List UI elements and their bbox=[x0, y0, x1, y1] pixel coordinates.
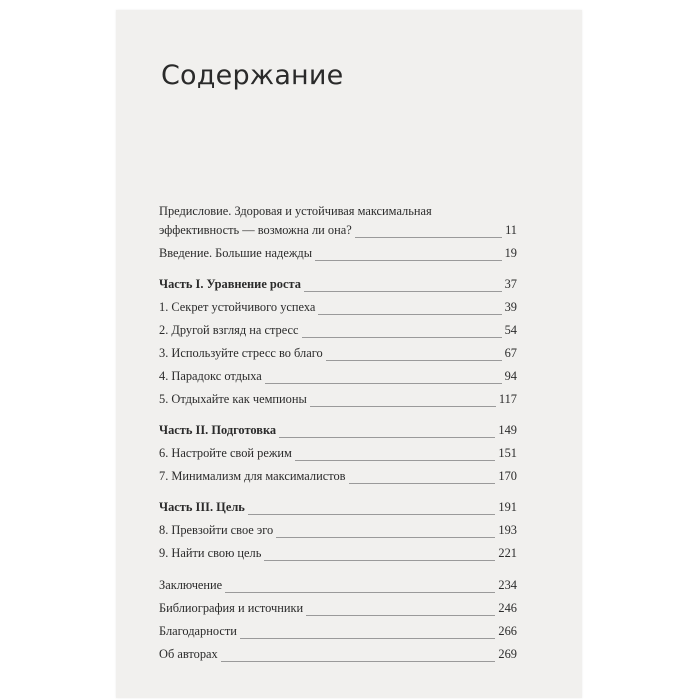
toc-entry-page: 246 bbox=[495, 600, 517, 616]
toc-entry-page: 266 bbox=[495, 623, 517, 639]
toc-entry-chapter-7 bbox=[159, 468, 517, 484]
toc-entry-label: 1. Секрет устойчивого успеха bbox=[159, 299, 318, 315]
toc-entry-page: 149 bbox=[495, 422, 517, 438]
toc-entry-chapter-9 bbox=[159, 545, 517, 561]
toc-entry-page: 221 bbox=[495, 545, 517, 561]
toc-entry-label: Библиография и источники bbox=[159, 600, 306, 616]
toc-entry-chapter-4 bbox=[159, 368, 517, 384]
toc-entry-bibliography bbox=[159, 600, 517, 616]
toc-entry-label: 5. Отдыхайте как чемпионы bbox=[159, 391, 310, 407]
toc-entry-acknowledgements bbox=[159, 623, 517, 639]
book-page bbox=[116, 10, 582, 698]
toc-entry-label: 9. Найти свою цель bbox=[159, 545, 264, 561]
toc-entry-label: 6. Настройте свой режим bbox=[159, 445, 295, 461]
toc-entry-page: 269 bbox=[495, 646, 517, 662]
toc-entry-label: эффективность — возможна ли она? bbox=[159, 222, 355, 238]
toc-entry-page: 19 bbox=[502, 245, 517, 261]
toc-entry-chapter-1 bbox=[159, 299, 517, 315]
toc-entry-preface bbox=[159, 222, 517, 238]
toc-entry-page: 11 bbox=[502, 222, 517, 238]
toc-entry-label: Заключение bbox=[159, 577, 225, 593]
toc-entry-part-1 bbox=[159, 276, 517, 292]
toc-entry-page: 234 bbox=[495, 577, 517, 593]
toc-entry-page: 54 bbox=[502, 322, 517, 338]
toc-entry-label: Благодарности bbox=[159, 623, 240, 639]
toc-entry-label: 8. Превзойти свое эго bbox=[159, 522, 276, 538]
toc-entry-chapter-8 bbox=[159, 522, 517, 538]
toc-entry-page: 37 bbox=[502, 276, 517, 292]
toc-entry-label: 4. Парадокс отдыха bbox=[159, 368, 265, 384]
toc-entry-label: 7. Минимализм для максималистов bbox=[159, 468, 349, 484]
toc-entry-introduction bbox=[159, 245, 517, 261]
toc-entry-chapter-5 bbox=[159, 391, 517, 407]
toc-preface-line1: Предисловие. Здоровая и устойчивая максимальная bbox=[159, 204, 432, 218]
toc-entry-page: 151 bbox=[495, 445, 517, 461]
toc-entry-part-2 bbox=[159, 422, 517, 438]
page-title: Содержание bbox=[161, 60, 344, 91]
toc-entry-label: 3. Используйте стресс во благо bbox=[159, 345, 326, 361]
toc-entry-about-authors bbox=[159, 646, 517, 662]
toc-entry-page: 191 bbox=[495, 499, 517, 515]
toc-entry-part-3 bbox=[159, 499, 517, 515]
toc-entry-conclusion bbox=[159, 577, 517, 593]
toc-entry-label: Часть II. Подготовка bbox=[159, 422, 279, 438]
toc-entry-label: Об авторах bbox=[159, 646, 221, 662]
toc-entry-page: 94 bbox=[502, 368, 517, 384]
toc-entry-chapter-2 bbox=[159, 322, 517, 338]
toc-entry-label: Введение. Большие надежды bbox=[159, 245, 315, 261]
toc-entry-label: Часть I. Уравнение роста bbox=[159, 276, 304, 292]
toc-entry-chapter-3 bbox=[159, 345, 517, 361]
toc-entry-page: 117 bbox=[496, 391, 517, 407]
toc-entry-label: Часть III. Цель bbox=[159, 499, 248, 515]
toc-entry-page: 170 bbox=[495, 468, 517, 484]
toc-entry-chapter-6 bbox=[159, 445, 517, 461]
toc-entry-page: 193 bbox=[495, 522, 517, 538]
toc-entry-label: 2. Другой взгляд на стресс bbox=[159, 322, 302, 338]
toc-entry-page: 67 bbox=[502, 345, 517, 361]
toc-entry-page: 39 bbox=[502, 299, 517, 315]
